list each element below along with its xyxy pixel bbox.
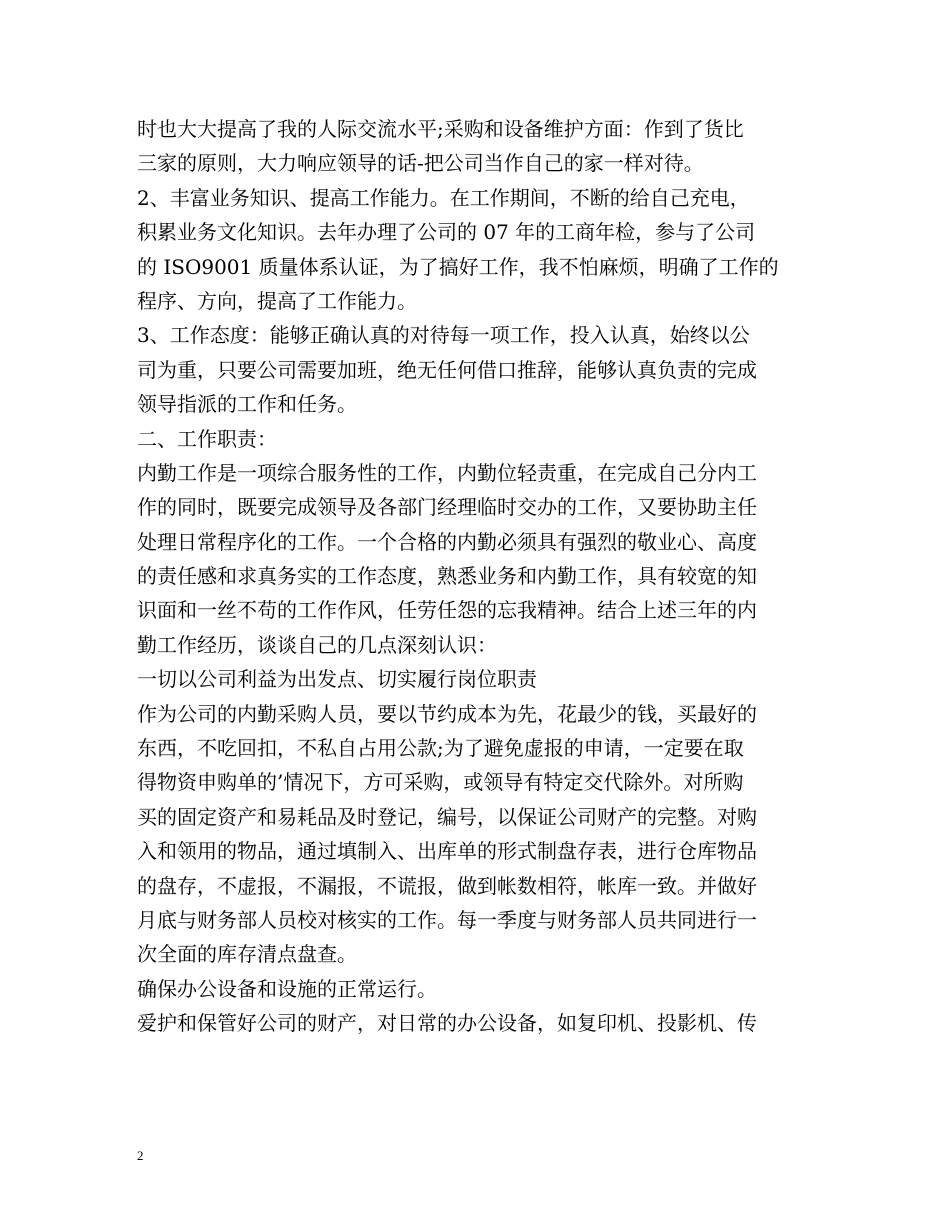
text-line: 领导指派的工作和任务。: [137, 392, 357, 417]
text-line: 时也大大提高了我的人际交流水平;采购和设备维护方面：作到了货比: [137, 117, 744, 141]
text-line: 的盘存，不虚报，不漏报，不谎报，做到帐数相符，帐库一致。并做好: [137, 873, 757, 898]
text-line: 入和领用的物品，通过填制入、出库单的形式制盘存表，进行仓库物品: [137, 839, 757, 864]
text-line: 内勤工作是一项综合服务性的工作，内勤位轻责重，在完成自己分内工: [137, 460, 757, 485]
text-line: 2、丰富业务知识、提高工作能力。在工作期间，不断的给自己充电，: [137, 185, 750, 210]
text-line: 买的固定资产和易耗品及时登记，编号，以保证公司财产的完整。对购: [137, 804, 757, 829]
text-line: 作的同时，既要完成领导及各部门经理临时交办的工作，又要协助主任: [137, 495, 757, 520]
text-line: 东西，不吃回扣，不私自占用公款;为了避免虚报的申请，一定要在取: [137, 736, 744, 761]
text-line: 识面和一丝不苟的工作作风，任劳任怨的忘我精神。结合上述三年的内: [137, 598, 757, 623]
body-text: [137, 112, 817, 1041]
section-heading: 二、工作职责：: [137, 426, 277, 451]
subheading: 一切以公司利益为出发点、切实履行岗位职责: [137, 667, 537, 692]
text-line: 作为公司的内勤采购人员，要以节约成本为先，花最少的钱，买最好的: [137, 701, 757, 726]
text-line: 3、工作态度：能够正确认真的对待每一项工作，投入认真，始终以公: [137, 323, 750, 348]
text-line: 的 ISO9001 质量体系认证，为了搞好工作，我不怕麻烦，明确了工作的: [137, 254, 779, 279]
text-line: 勤工作经历，谈谈自己的几点深刻认识：: [137, 632, 497, 657]
text-line: 爱护和保管好公司的财产，对日常的办公设备，如复印机、投影机、传: [137, 1011, 757, 1036]
text-line: 的责任感和求真务实的工作态度，熟悉业务和内勤工作，具有较宽的知: [137, 564, 757, 589]
text-line: 三家的原则，大力响应领导的话-把公司当作自己的家一样对待。: [137, 151, 704, 176]
text-line: 次全面的库存清点盘查。: [137, 942, 357, 967]
text-line: 积累业务文化知识。去年办理了公司的 07 年的工商年检，参与了公司: [137, 220, 756, 245]
subheading: 确保办公设备和设施的正常运行。: [137, 976, 437, 1001]
text-line: 程序、方向，提高了工作能力。: [137, 288, 417, 313]
page-number: 2: [137, 1148, 144, 1163]
text-line: 处理日常程序化的工作。一个合格的内勤必须具有强烈的敬业心、高度: [137, 529, 757, 554]
text-line: 得物资申购单的’情况下，方可采购，或领导有特定交代除外。对所购: [137, 770, 744, 795]
text-line: 月底与财务部人员校对核实的工作。每一季度与财务部人员共同进行一: [137, 907, 757, 932]
text-line: 司为重，只要公司需要加班，绝无任何借口推辞，能够认真负责的完成: [137, 357, 757, 382]
